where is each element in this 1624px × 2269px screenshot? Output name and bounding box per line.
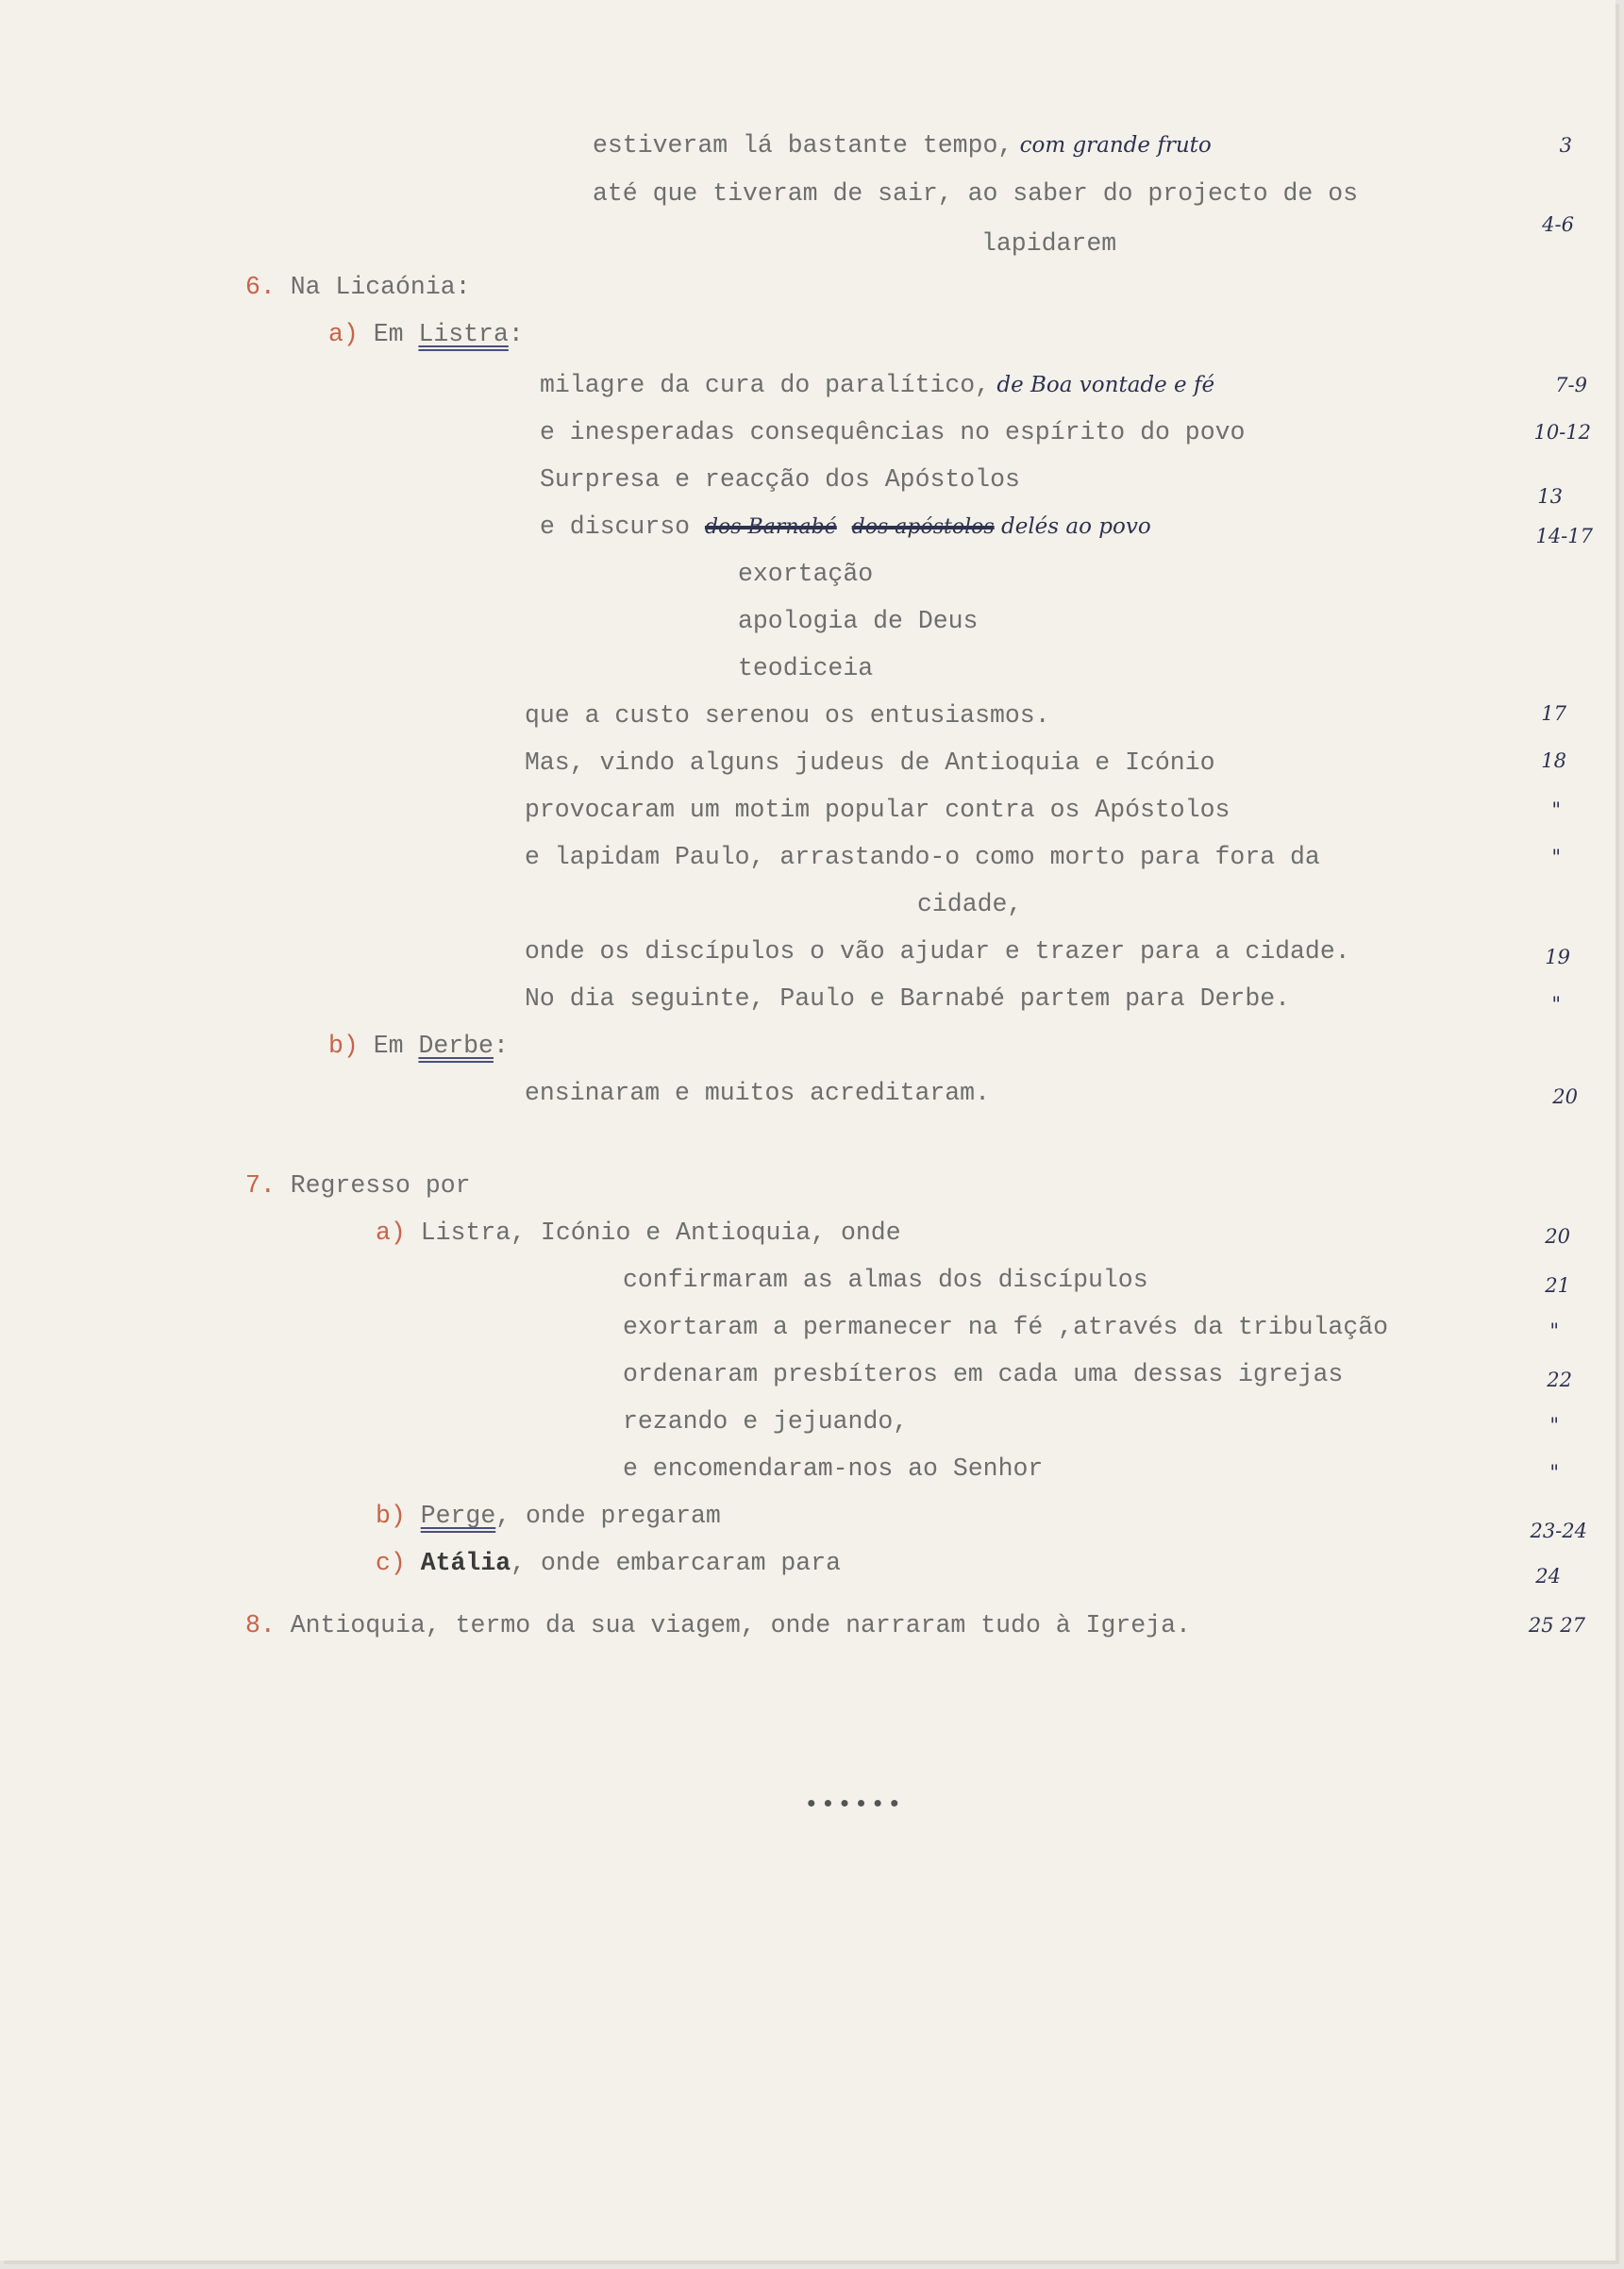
section-title: Na Licaónia: (275, 273, 471, 301)
subsection-suffix: : (508, 320, 524, 348)
end-dots: •••••• (804, 1790, 904, 1819)
section-title: Regresso por (275, 1171, 471, 1200)
verse-ref: 17 (1541, 702, 1566, 725)
subsection-prefix: Em (358, 1032, 419, 1060)
text-line-13: provocaram um motim popular contra os Apóstolos (525, 796, 1231, 824)
subsection-suffix: : (493, 1032, 509, 1060)
text-line-10: teodiceia (738, 654, 874, 682)
text-line-20: exortaram a permanecer na fé ,através da tribulação (623, 1313, 1389, 1341)
text-line-16: onde os discípulos o vão ajudar e trazer para a cidade. (525, 937, 1350, 966)
verse-ref: 25 27 (1528, 1614, 1585, 1637)
verse-ref: " (1551, 846, 1561, 868)
verse-ref: " (1549, 1461, 1559, 1484)
text-line-8: exortação (738, 560, 874, 588)
text-line-6: Surpresa e reacção dos Apóstolos (540, 465, 1020, 494)
verse-ref: 21 (1545, 1274, 1570, 1297)
subsection-6b-heading (328, 1031, 509, 1061)
subsection-prefix: Em (358, 320, 419, 348)
text-line-14: e lapidam Paulo, arrastando-o como morto para fora da (525, 843, 1320, 871)
subsection-7c-heading (376, 1548, 841, 1578)
verse-ref: " (1549, 1319, 1559, 1342)
verse-ref: 20 (1545, 1225, 1570, 1248)
typed-text: estiveram lá bastante tempo, (593, 131, 1013, 160)
verse-ref: 7-9 (1555, 374, 1587, 396)
verse-ref: 20 (1552, 1085, 1578, 1108)
text-line-23: e encomendaram-nos ao Senhor (623, 1454, 1044, 1483)
section-number: 8. (245, 1611, 276, 1639)
text-line-5: e inesperadas consequências no espírito do povo (540, 418, 1246, 446)
verse-ref: 4-6 (1542, 213, 1574, 236)
subsection-7b-heading (376, 1501, 721, 1531)
subsection-suffix: , onde embarcaram para (511, 1549, 841, 1577)
text-line-12: Mas, vindo alguns judeus de Antioquia e Icónio (525, 748, 1215, 777)
place-name-perge: Perge (420, 1502, 496, 1530)
subsection-title: Listra, Icónio e Antioquia, onde (405, 1219, 901, 1247)
section-number: 6. (245, 273, 276, 301)
verse-ref: " (1549, 1414, 1559, 1437)
verse-ref: 18 (1541, 749, 1566, 772)
verse-ref: 23-24 (1530, 1520, 1587, 1542)
text-line-21: ordenaram presbíteros em cada uma dessas igrejas (623, 1360, 1344, 1388)
verse-ref: 14-17 (1535, 525, 1593, 547)
text-line-22: rezando e jejuando, (623, 1407, 909, 1436)
place-name-derbe: Derbe (418, 1032, 494, 1060)
section-title: Antioquia, termo da sua viagem, onde narraram tudo à Igreja. (275, 1611, 1191, 1639)
section-8-heading (245, 1610, 1191, 1640)
typed-text: milagre da cura do paralítico, (540, 371, 991, 399)
verse-ref: 10-12 (1533, 421, 1591, 444)
verse-ref: 22 (1547, 1369, 1572, 1391)
text-line-7 (540, 512, 1151, 543)
subsection-letter: b) (328, 1032, 359, 1060)
text-line-1 (593, 130, 1212, 160)
text-line-2: até que tiveram de sair, ao saber do projecto de os (593, 179, 1359, 208)
subsection-suffix: , onde pregaram (495, 1502, 721, 1530)
place-name-listra: Listra (418, 320, 509, 348)
section-7-heading (245, 1170, 471, 1201)
subsection-6a-heading (328, 319, 524, 349)
text-line-17: No dia seguinte, Paulo e Barnabé partem para Derbe. (525, 984, 1291, 1013)
verse-ref: 24 (1535, 1565, 1561, 1588)
subsection-letter: c) (376, 1549, 406, 1577)
subsection-letter: b) (376, 1502, 406, 1530)
place-name-atalia: Atália (420, 1549, 511, 1577)
text-line-19: confirmaram as almas dos discípulos (623, 1266, 1148, 1294)
handwritten-annotation: de Boa vontade e fé (990, 373, 1215, 397)
struck-out-text: dos Barnabé (704, 515, 837, 539)
verse-ref: 3 (1559, 134, 1572, 157)
struck-out-text: dos apóstolos (851, 515, 995, 539)
typed-text: e discurso (540, 513, 705, 541)
handwritten-annotation: delés ao povo (994, 514, 1151, 539)
text-line-4 (540, 370, 1214, 400)
text-line-18: ensinaram e muitos acreditaram. (525, 1079, 990, 1107)
section-6-heading (245, 272, 471, 302)
verse-ref: 13 (1537, 485, 1563, 508)
section-number: 7. (245, 1171, 276, 1200)
verse-ref: " (1551, 798, 1561, 821)
verse-ref: 19 (1545, 946, 1570, 968)
text-line-3: lapidarem (981, 229, 1117, 258)
handwritten-annotation: com grande fruto (1013, 133, 1212, 158)
text-line-11: que a custo serenou os entusiasmos. (525, 701, 1050, 730)
text-line-15: cidade, (917, 890, 1023, 918)
text-line-9: apologia de Deus (738, 607, 979, 635)
subsection-letter: a) (328, 320, 359, 348)
subsection-7a-heading (376, 1218, 901, 1248)
verse-ref: " (1551, 993, 1561, 1016)
subsection-letter: a) (376, 1219, 406, 1247)
